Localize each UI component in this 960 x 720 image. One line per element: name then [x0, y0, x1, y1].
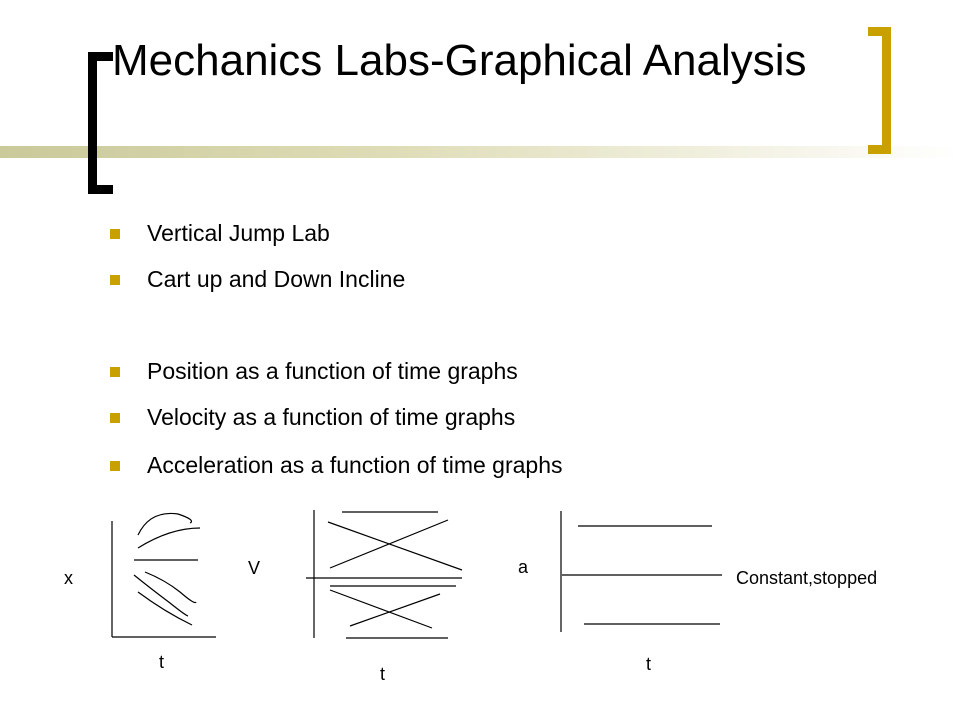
velocity-time-graph	[306, 510, 462, 638]
velocity-y-label: V	[248, 558, 261, 578]
acceleration-note-label: Constant,stopped	[736, 568, 878, 588]
acceleration-time-graph	[561, 511, 722, 632]
velocity-x-label: t	[380, 664, 386, 684]
velocity-line	[330, 590, 432, 628]
position-curve	[138, 528, 200, 548]
bullet-text: Vertical Jump Lab	[147, 220, 330, 246]
position-curve	[145, 572, 196, 603]
bullet-text: Velocity as a function of time graphs	[147, 404, 516, 430]
bullet-text: Position as a function of time graphs	[147, 358, 518, 384]
acceleration-x-label: t	[646, 654, 652, 674]
slide-title: Mechanics Labs-Graphical Analysis	[112, 36, 807, 85]
velocity-line	[350, 594, 440, 626]
position-time-graph	[112, 513, 216, 637]
acceleration-y-label: a	[518, 557, 529, 577]
velocity-line	[330, 520, 448, 568]
position-x-label: t	[159, 652, 165, 672]
velocity-line	[328, 522, 462, 570]
position-y-label: x	[64, 568, 73, 588]
bullet-text: Cart up and Down Incline	[147, 266, 406, 292]
position-curve	[138, 513, 192, 535]
bullet-text: Acceleration as a function of time graphs	[147, 452, 563, 478]
position-curve	[138, 592, 192, 625]
